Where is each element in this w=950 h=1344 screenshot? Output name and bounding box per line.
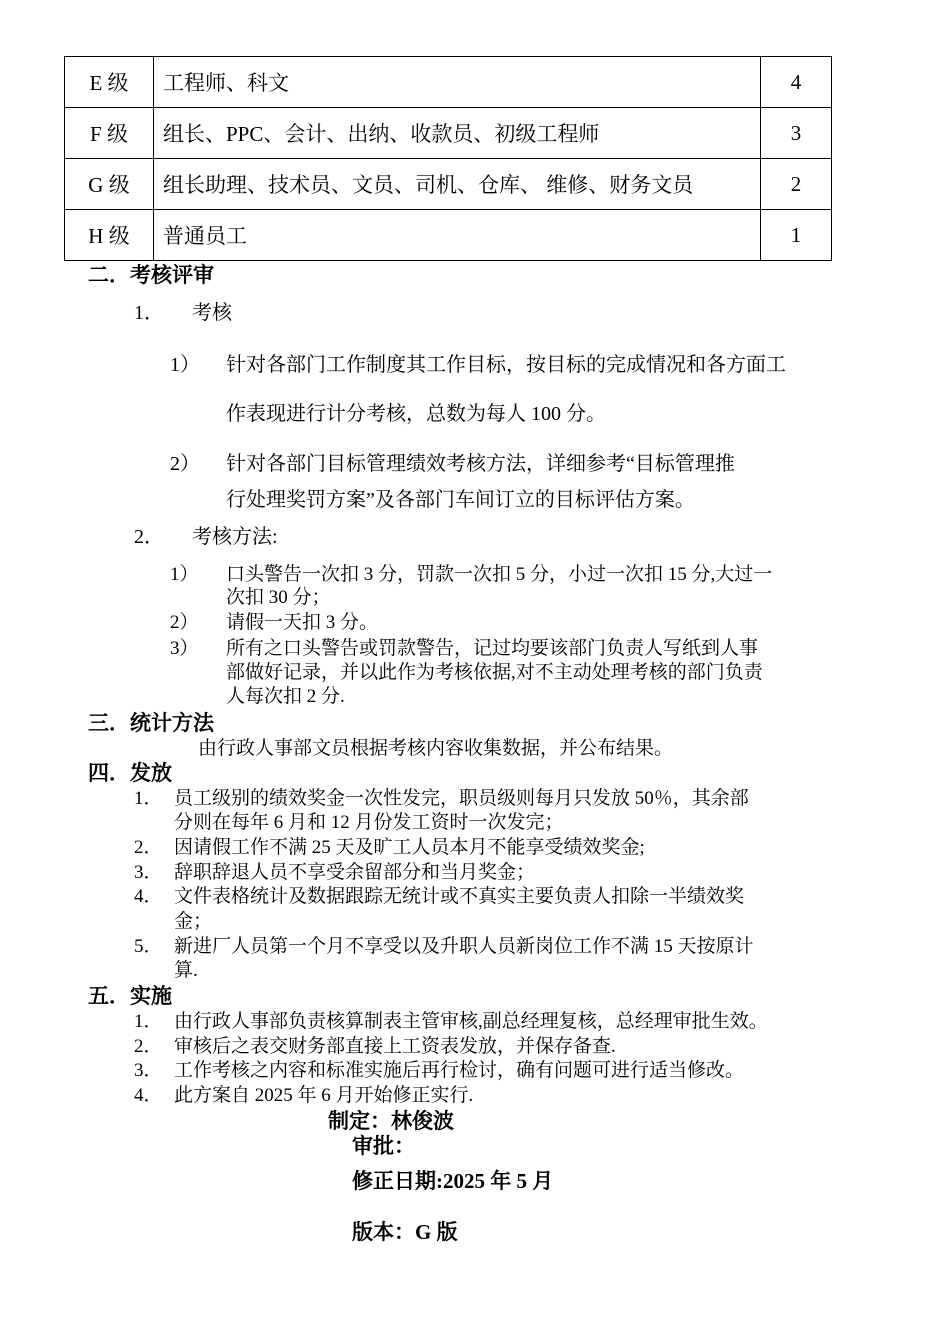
list-item-text: 辞职辞退人员不享受余留部分和当月奖金； bbox=[174, 862, 536, 883]
list-item-text: 请假一天扣 3 分。 bbox=[226, 612, 379, 633]
list-number: 3． bbox=[134, 862, 163, 883]
version: 版本：G 版 bbox=[352, 1220, 458, 1244]
list-item-text: 由行政人事部负责核算制表主管审核,副总经理复核，总经理审批生效。 bbox=[174, 1011, 768, 1032]
made-by: 制定：林俊波 bbox=[328, 1109, 454, 1133]
list-number: 2． bbox=[134, 1036, 163, 1057]
list-number: 1） bbox=[170, 564, 199, 585]
list-number: 3． bbox=[134, 1060, 163, 1081]
list-number: 1． bbox=[134, 302, 164, 324]
table-row bbox=[65, 210, 832, 261]
list-item-text: 人每次扣 2 分. bbox=[226, 686, 345, 707]
list-item-text: 算. bbox=[174, 960, 198, 981]
list-item-text: 此方案自 2025 年 6 月开始修正实行. bbox=[174, 1085, 474, 1106]
list-item-text: 审核后之表交财务部直接上工资表发放，并保存备查. bbox=[174, 1036, 616, 1057]
grade-roles: 组长助理、技术员、文员、司机、仓库、 维修、财务文员 bbox=[154, 159, 761, 210]
section-title-implementation: 五．实施 bbox=[88, 984, 172, 1008]
list-item-text: 分则在每年 6 月和 12 月份发工资时一次发完； bbox=[174, 812, 564, 833]
grade-score: 4 bbox=[761, 57, 832, 108]
list-item-text: 员工级别的绩效奖金一次性发完，职员级则每月只发放 50％，其余部 bbox=[174, 788, 749, 809]
grade-level: E 级 bbox=[65, 57, 154, 108]
list-item-text: 金； bbox=[174, 911, 213, 932]
list-number: 2． bbox=[134, 526, 164, 548]
grade-level: H 级 bbox=[65, 210, 154, 261]
grade-score: 3 bbox=[761, 108, 832, 159]
grade-roles: 组长、PPC、会计、出纳、收款员、初级工程师 bbox=[154, 108, 761, 159]
table-row bbox=[65, 159, 832, 210]
list-item-text: 新进厂人员第一个月不享受以及升职人员新岗位工作不满 15 天按原计 bbox=[174, 936, 754, 957]
list-item-text: 工作考核之内容和标准实施后再行检讨，确有问题可进行适当修改。 bbox=[174, 1060, 745, 1081]
grade-table bbox=[64, 56, 832, 261]
list-item-text: 针对各部门工作制度其工作目标，按目标的完成情况和各方面工 bbox=[226, 354, 786, 376]
list-item-text: 因请假工作不满 25 天及旷工人员本月不能享受绩效奖金; bbox=[174, 837, 645, 858]
grade-score: 1 bbox=[761, 210, 832, 261]
list-number: 1） bbox=[170, 354, 200, 376]
list-item-text: 针对各部门目标管理绩效考核方法，详细参考“目标管理推 bbox=[226, 453, 735, 475]
list-item-text: 行处理奖罚方案”及各部门车间订立的目标评估方案。 bbox=[226, 489, 695, 511]
list-number: 4． bbox=[134, 1085, 163, 1106]
grade-level: G 级 bbox=[65, 159, 154, 210]
list-item-text: 口头警告一次扣 3 分，罚款一次扣 5 分，小过一次扣 15 分,大过一 bbox=[226, 564, 773, 585]
revision-date: 修正日期:2025 年 5 月 bbox=[352, 1169, 554, 1193]
section-title-statistics: 三．统计方法 bbox=[88, 711, 214, 735]
subsection-label: 考核 bbox=[192, 302, 232, 324]
grade-score: 2 bbox=[761, 159, 832, 210]
list-number: 2） bbox=[170, 612, 199, 633]
table-row bbox=[65, 108, 832, 159]
list-number: 1． bbox=[134, 788, 163, 809]
list-item-text: 作表现进行计分考核，总数为每人 100 分。 bbox=[226, 403, 606, 425]
table-row bbox=[65, 57, 832, 108]
grade-roles: 工程师、科文 bbox=[154, 57, 761, 108]
approval: 审批： bbox=[352, 1134, 415, 1158]
list-number: 1． bbox=[134, 1011, 163, 1032]
grade-level: F 级 bbox=[65, 108, 154, 159]
list-number: 2． bbox=[134, 837, 163, 858]
list-number: 3） bbox=[170, 638, 199, 659]
grade-roles: 普通员工 bbox=[154, 210, 761, 261]
list-item-text: 部做好记录，并以此作为考核依据,对不主动处理考核的部门负责 bbox=[226, 662, 763, 683]
section-title-payout: 四．发放 bbox=[88, 761, 172, 785]
list-number: 4． bbox=[134, 886, 163, 907]
subsection-label: 考核方法: bbox=[192, 526, 278, 548]
list-item-text: 所有之口头警告或罚款警告，记过均要该部门负责人写纸到人事 bbox=[226, 638, 759, 659]
section-title-review: 二．考核评审 bbox=[88, 263, 214, 287]
list-item-text: 次扣 30 分； bbox=[226, 587, 331, 608]
list-number: 2） bbox=[170, 453, 200, 475]
paragraph: 由行政人事部文员根据考核内容收集数据，并公布结果。 bbox=[198, 738, 674, 759]
list-item-text: 文件表格统计及数据跟踪无统计或不真实主要负责人扣除一半绩效奖 bbox=[174, 886, 745, 907]
list-number: 5． bbox=[134, 936, 163, 957]
